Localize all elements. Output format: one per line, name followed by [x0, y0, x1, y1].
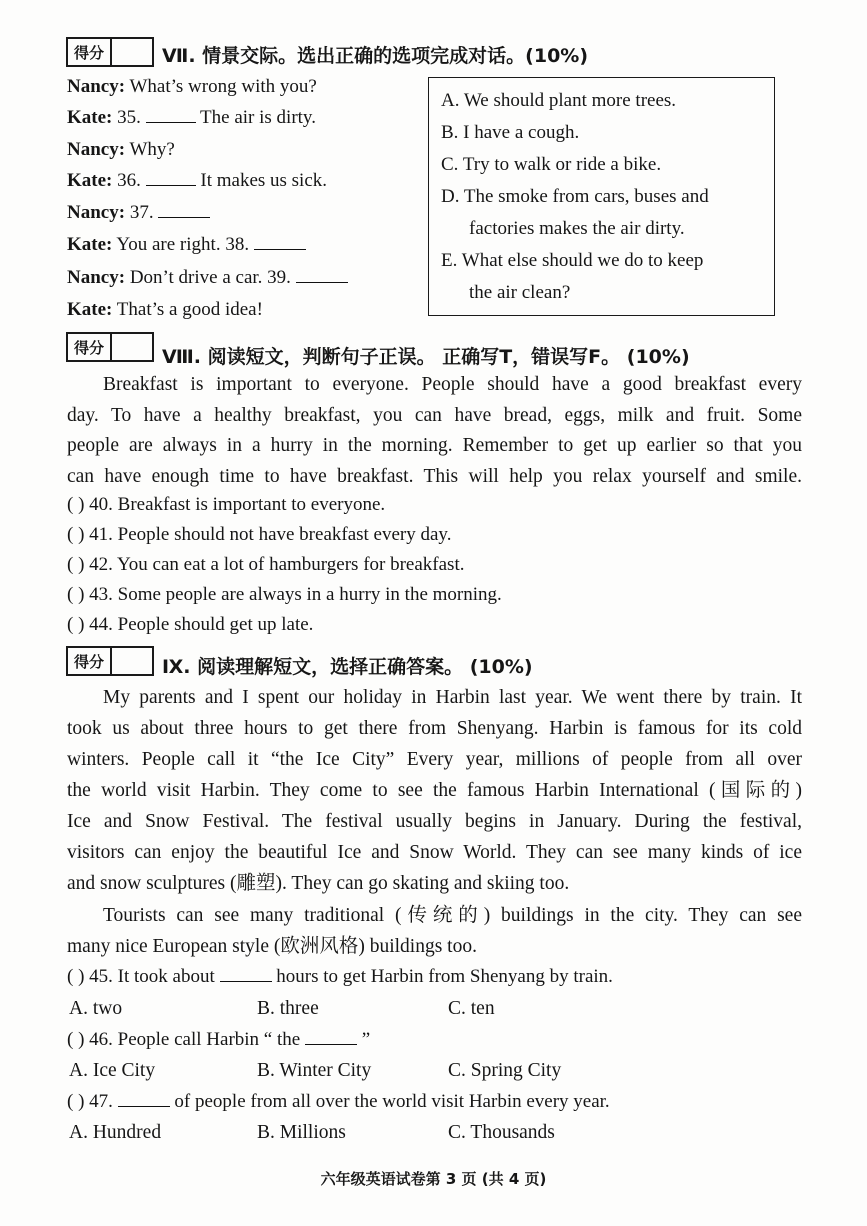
option-d-cont: factories makes the air dirty.: [469, 218, 685, 239]
score-label: 得分: [68, 39, 112, 65]
q45-choice-b: B. three: [257, 998, 319, 1019]
answer-blank-35[interactable]: [146, 122, 196, 123]
score-box-7: [66, 37, 154, 67]
q45-choice-a: A. two: [69, 998, 123, 1019]
score-blank: [112, 39, 152, 65]
option-e-cont: the air clean?: [469, 282, 571, 303]
score-blank: [112, 648, 152, 674]
passage-line: and snow sculptures (雕塑). They can go skating and skiing too.: [67, 873, 570, 894]
answer-blank-39[interactable]: [296, 282, 348, 283]
passage-line: Breakfast is important to everyone. People should have a good breakfast every: [103, 374, 802, 395]
score-label: 得分: [68, 334, 112, 360]
passage-line: My parents and I spent our holiday in Harbin last year. We went there by train. It: [103, 687, 802, 708]
score-blank: [112, 334, 152, 360]
passage-line: day. To have a healthy breakfast, you can have bread, eggs, milk and fruit. Some: [67, 404, 802, 426]
section7-title: Ⅶ. 情景交际。选出正确的选项完成对话。(10%): [162, 45, 589, 67]
passage-line: Tourists can see many traditional (传统的) buildings in the city. They can see: [103, 905, 802, 926]
passage-line: Ice and Snow Festival. The festival usually begins in January. During the festival,: [67, 811, 802, 832]
passage-line: many nice European style (欧洲风格) buildings too.: [67, 936, 477, 957]
dialogue-line-5: Nancy: 37.: [67, 202, 210, 224]
passage-line: winters. People call it “the Ice City” Every year, millions of people from all over: [67, 749, 802, 770]
score-label: 得分: [68, 648, 112, 674]
passage-harbin-2: [67, 900, 802, 962]
dialogue-line-3: Nancy: Why?: [67, 139, 175, 160]
dialogue-line-8: Kate: That’s a good idea!: [67, 299, 263, 320]
passage-line: people are always in a hurry in the morning. Remember to get up earlier so that you: [67, 435, 802, 456]
q45-choice-c: C. ten: [448, 998, 495, 1019]
question-42: ( ) 42. You can eat a lot of hamburgers for breakfast.: [67, 554, 465, 575]
page-footer: 六年级英语试卷第 3 页 (共 4 页): [320, 1170, 547, 1188]
answer-blank-38[interactable]: [254, 249, 306, 250]
question-44: ( ) 44. People should get up late.: [67, 614, 314, 635]
dialogue-line-7: Nancy: Don’t drive a car. 39.: [67, 267, 348, 289]
q46-choice-a: A. Ice City: [69, 1060, 156, 1081]
question-43: ( ) 43. Some people are always in a hurry in the morning.: [67, 584, 502, 605]
score-box-9: [66, 646, 154, 676]
answer-blank-46[interactable]: [305, 1044, 357, 1045]
dialogue-line-6: Kate: You are right. 38.: [67, 234, 306, 256]
answer-blank-45[interactable]: [220, 981, 272, 982]
question-40: ( ) 40. Breakfast is important to everyone.: [67, 494, 386, 515]
passage-line: can have enough time to have breakfast. This will help you relax yourself and smile.: [67, 465, 802, 487]
question-45: ( ) 45. It took about hours to get Harbin from Shenyang by train.: [67, 966, 613, 987]
dialogue-line-2: Kate: 35. The air is dirty.: [67, 107, 316, 128]
q46-choice-c: C. Spring City: [448, 1060, 562, 1081]
question-46: ( ) 46. People call Harbin “ the ”: [67, 1029, 371, 1050]
options-box: [428, 77, 775, 316]
option-d: D. The smoke from cars, buses and: [441, 186, 709, 207]
answer-blank-47[interactable]: [118, 1106, 170, 1107]
passage-line: visitors can enjoy the beautiful Ice and Snow World. They can see many kinds of ice: [67, 842, 802, 863]
passage-line: took us about three hours to get there from Shenyang. Harbin is famous for its cold: [67, 718, 802, 739]
question-47: ( ) 47. of people from all over the world visit Harbin every year.: [67, 1091, 610, 1112]
passage-breakfast: [67, 370, 802, 492]
option-c: C. Try to walk or ride a bike.: [441, 154, 662, 175]
q47-choice-c: C. Thousands: [448, 1122, 555, 1143]
section8-title: Ⅷ. 阅读短文，判断句子正误。 正确写T，错误写F。 (10%): [162, 346, 690, 368]
q47-choice-b: B. Millions: [257, 1122, 346, 1143]
dialogue-line-4: Kate: 36. It makes us sick.: [67, 170, 328, 191]
score-box-8: [66, 332, 154, 362]
q46-choice-b: B. Winter City: [257, 1060, 372, 1081]
answer-blank-37[interactable]: [158, 217, 210, 218]
question-41: ( ) 41. People should not have breakfast every day.: [67, 524, 452, 545]
dialogue-line-1: Nancy: What’s wrong with you?: [67, 76, 317, 97]
option-a: A. We should plant more trees.: [441, 90, 677, 111]
passage-harbin-1: [67, 682, 802, 899]
passage-line: the world visit Harbin. They come to see the famous Harbin International (国际的): [67, 780, 802, 801]
option-e: E. What else should we do to keep: [441, 250, 704, 271]
answer-blank-36[interactable]: [146, 185, 196, 186]
option-b: B. I have a cough.: [441, 122, 580, 143]
q47-choice-a: A. Hundred: [69, 1122, 162, 1143]
section9-title: Ⅸ. 阅读理解短文，选择正确答案。 (10%): [162, 656, 533, 678]
